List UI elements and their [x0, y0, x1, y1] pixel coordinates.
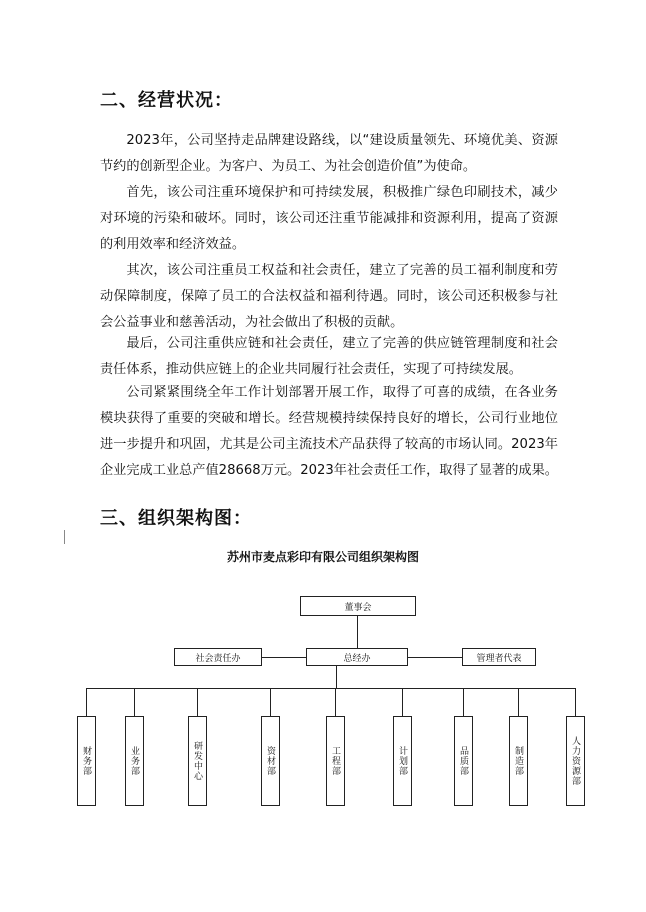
dept-box: 工程部 — [326, 716, 345, 806]
dept-box: 业务部 — [125, 716, 144, 806]
office-to-bus-line — [336, 666, 337, 688]
general-office-box: 总经办 — [306, 648, 408, 666]
board-box: 董事会 — [300, 596, 416, 616]
dept-drop-4 — [270, 688, 271, 716]
dept-box: 研发中心 — [188, 716, 207, 806]
right-office-box: 管理者代表 — [462, 648, 536, 666]
section-heading-org-chart: 三、组织架构图： — [100, 508, 252, 529]
paragraph-1: 2023年，公司坚持走品牌建设路线，以“建设质量领先、环境优美、资源节约的创新型企业。为客户、为员工、为社会创造价值”为使命。 — [100, 133, 558, 174]
dept-box: 人力资源部 — [566, 716, 585, 806]
dept-drop-2 — [134, 688, 135, 716]
dept-drop-1 — [86, 688, 87, 716]
org-chart-title: 苏州市麦点彩印有限公司组织架构图 — [226, 550, 419, 564]
dept-box: 资材部 — [261, 716, 280, 806]
paragraph-3: 其次，该公司注重员工权益和社会责任，建立了完善的员工福利制度和劳动保障制度，保障了员工的合法权益和福利待遇。同时，该公司还积极参与社会公益事业和慈善活动，为社会做出了积极的贡献。 — [100, 263, 558, 330]
dept-box: 财务部 — [77, 716, 96, 806]
right-office-connector — [408, 657, 462, 658]
dept-drop-8 — [518, 688, 519, 716]
paragraph-4: 最后，公司注重供应链和社会责任，建立了完善的供应链管理制度和社会责任体系，推动供应链上的企业共同履行社会责任，实现了可持续发展。 — [100, 336, 558, 377]
paragraph-2: 首先，该公司注重环境保护和可持续发展，积极推广绿色印刷技术，减少对环境的污染和破坏。同时，该公司还注重节能减排和资源利用，提高了资源的利用效率和经济效益。 — [100, 185, 558, 252]
paragraph-5: 公司紧紧围绕全年工作计划部署开展工作，取得了可喜的成绩，在各业务模块获得了重要的突破和增长。经营规模持续保持良好的增长，公司行业地位进一步提升和巩固，尤其是公司主流技术产品获得了较高的市场认同。2023年企业完成工业总产值28668万元。2023年社会责任工作，取得了显著的成果。 — [100, 385, 558, 478]
department-bus-line — [86, 688, 575, 689]
dept-box: 品质部 — [454, 716, 473, 806]
section-heading-operations: 二、经营状况： — [100, 90, 233, 111]
dept-drop-9 — [575, 688, 576, 716]
dept-box: 计划部 — [393, 716, 412, 806]
text-cursor-mark — [64, 530, 65, 544]
dept-box: 制造部 — [509, 716, 528, 806]
dept-drop-7 — [463, 688, 464, 716]
dept-drop-3 — [197, 688, 198, 716]
dept-drop-6 — [402, 688, 403, 716]
left-office-box: 社会责任办 — [174, 648, 262, 666]
dept-drop-5 — [335, 688, 336, 716]
board-to-office-line — [357, 616, 358, 650]
left-office-connector — [262, 657, 306, 658]
